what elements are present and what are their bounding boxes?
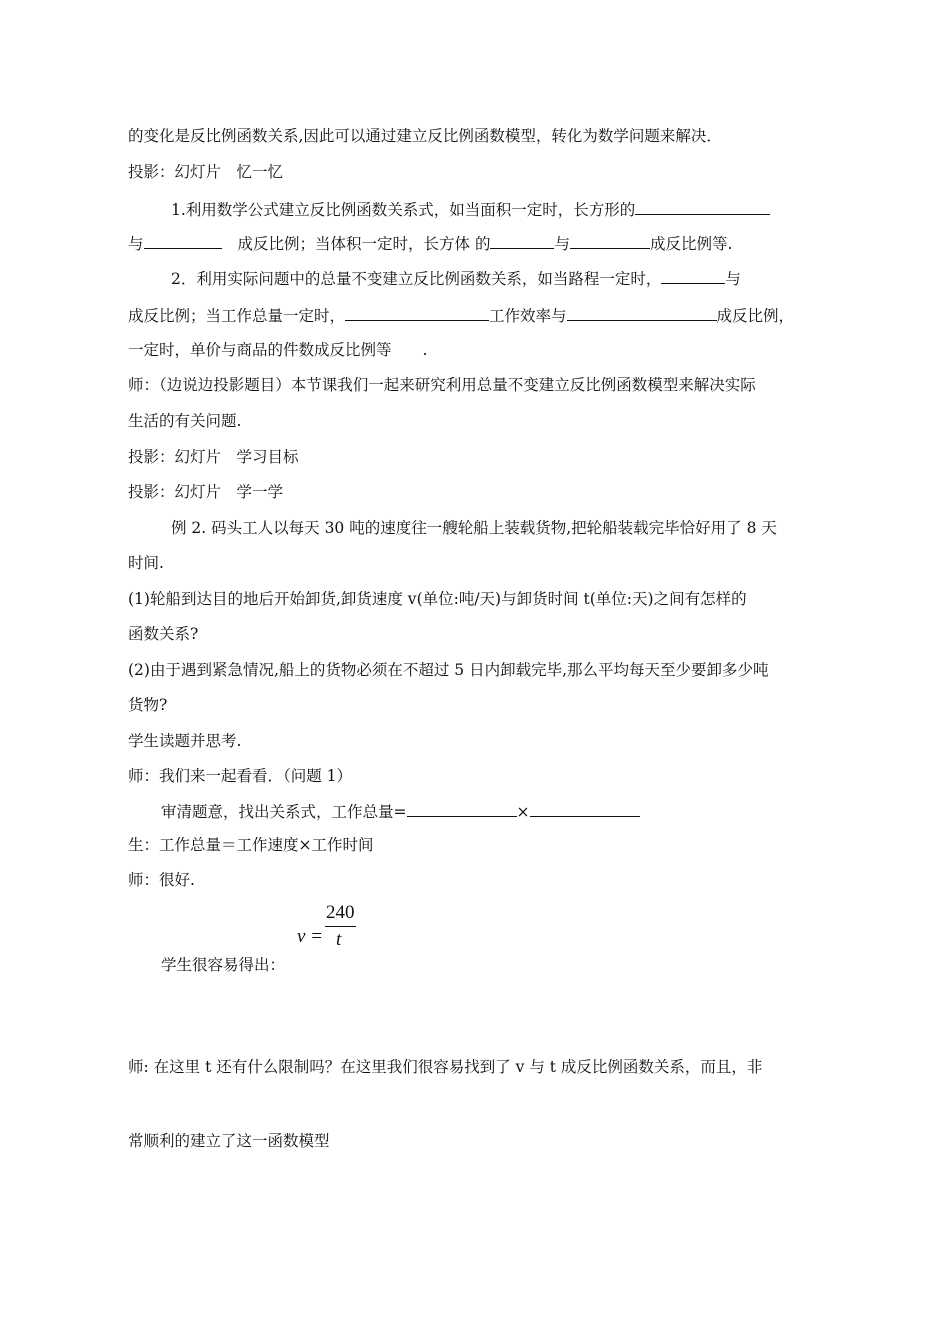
fill-blank	[530, 801, 640, 817]
text-line: 师：我们来一起看看．（问题 1）	[128, 767, 353, 785]
fill-blank	[570, 233, 650, 249]
text-line: 的变化是反比例函数关系,因此可以通过建立反比例函数模型，转化为数学问题来解决．	[128, 127, 722, 145]
text-line: 生活的有关问题.	[128, 412, 242, 430]
text-line: 师: 在这里 t 还有什么限制吗？在这里我们很容易找到了 v 与 t 成反比例函数关系，而且，非	[128, 1058, 763, 1076]
text-segment: 与	[128, 235, 144, 253]
times-sign: ×	[516, 803, 530, 821]
formula-denominator: t	[336, 929, 342, 950]
fill-blank	[661, 268, 725, 284]
text-line: 一定时，单价与商品的件数成反比例等 .	[128, 341, 428, 359]
text-segment: 工作效率与	[489, 307, 567, 325]
fill-blank	[567, 305, 717, 321]
text-segment: 成反比例；当工作总量一定时，	[128, 307, 346, 325]
fill-blank	[407, 801, 517, 817]
fraction-bar	[325, 926, 356, 927]
text-line: 师：（边说边投影题目）本节课我们一起来研究利用总量不变建立反比例函数模型来解决实际	[128, 376, 756, 394]
text-line	[171, 199, 770, 220]
fill-blank	[635, 199, 770, 215]
text-segment: 与	[725, 270, 741, 288]
text-line: (2)由于遇到紧急情况,船上的货物必须在不超过 5 日内卸载完毕,那么平均每天至少要卸多少吨	[128, 661, 769, 679]
text-line: (1)轮船到达目的地后开始卸货,卸货速度 v(单位:吨/天)与卸货时间 t(单位:天)之间有怎样的	[128, 590, 747, 608]
text-segment: 1.利用数学公式建立反比例函数关系式，如当面积一定时，长方形的	[171, 201, 636, 219]
text-line: 投影：幻灯片 学一学	[128, 483, 284, 501]
text-segment: 审清题意，找出关系式，工作总量=	[161, 803, 407, 821]
text-line: 常顺利的建立了这一函数模型	[128, 1132, 330, 1150]
text-line: 例 2. 码头工人以每天 30 吨的速度往一艘轮船上装载货物,把轮船装载完毕恰好用了 8 天	[171, 519, 777, 537]
text-line: 生：工作总量＝工作速度×工作时间	[128, 836, 374, 854]
text-line: 函数关系?	[128, 625, 199, 643]
text-line: 学生很容易得出：	[161, 956, 286, 974]
text-segment: 成反比例，	[716, 307, 795, 325]
text-line	[128, 233, 732, 254]
text-line	[161, 801, 640, 822]
fill-blank	[345, 305, 489, 321]
text-segment: 成反比例等.	[649, 235, 733, 253]
text-line: 投影：幻灯片 忆一忆	[128, 163, 284, 181]
text-line: 师：很好.	[128, 871, 195, 889]
text-line	[128, 305, 794, 326]
text-line: 时间.	[128, 554, 164, 572]
formula-lhs: v =	[297, 926, 324, 947]
text-line	[171, 268, 741, 289]
formula-numerator: 240	[326, 902, 355, 923]
text-segment: 成反比例；当体积一定时，长方体 的	[237, 235, 491, 253]
text-segment: 2．利用实际问题中的总量不变建立反比例函数关系，如当路程一定时，	[171, 270, 662, 288]
text-segment: 与	[554, 235, 570, 253]
text-line: 投影：幻灯片 学习目标	[128, 448, 299, 466]
text-line: 学生读题并思考.	[128, 732, 242, 750]
text-line: 货物?	[128, 696, 168, 714]
fill-blank	[490, 233, 554, 249]
fill-blank	[144, 233, 222, 249]
